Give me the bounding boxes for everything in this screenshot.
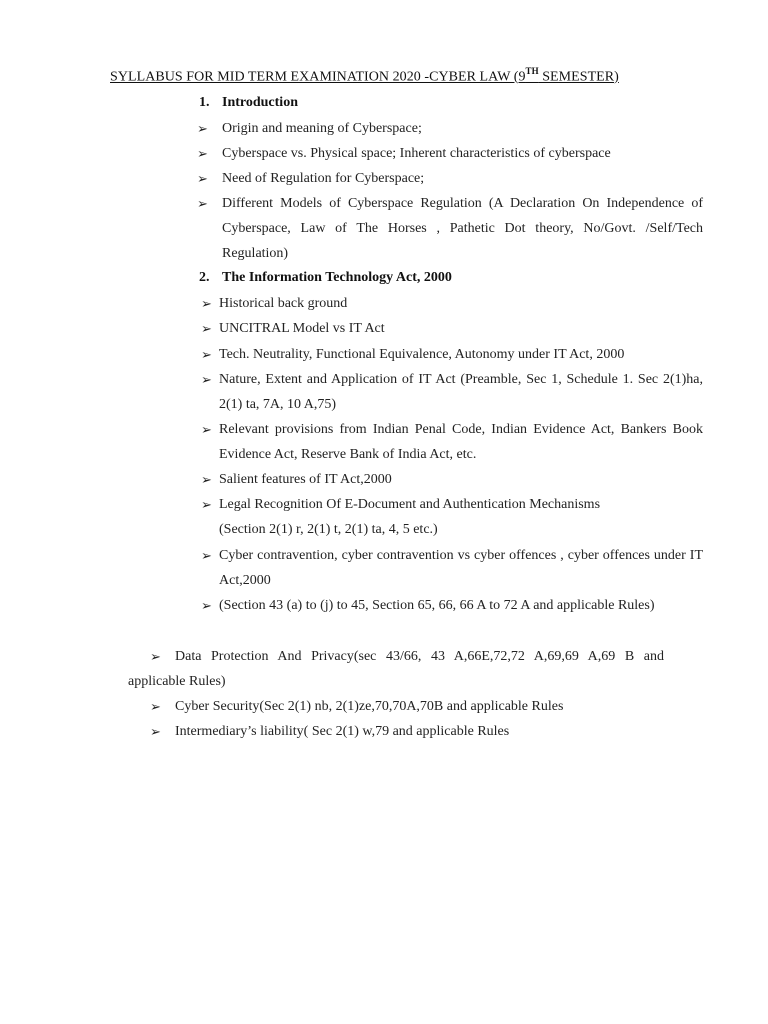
arrowhead-bullet-icon: ➢ (197, 121, 208, 136)
list-item-text: Cyberspace vs. Physical space; Inherent characteristics of cyberspace (222, 146, 611, 161)
arrowhead-bullet-icon: ➢ (197, 171, 208, 186)
arrowhead-bullet-icon: ➢ (201, 347, 212, 362)
arrowhead-bullet-icon: ➢ (201, 372, 212, 387)
list-item (128, 644, 664, 694)
list-item (201, 291, 703, 316)
arrowhead-bullet-icon: ➢ (150, 649, 161, 664)
list-item (128, 719, 664, 744)
arrowhead-bullet-icon: ➢ (150, 724, 161, 739)
list-item-text: Need of Regulation for Cyberspace; (222, 171, 425, 186)
section-2-number: 2. (199, 270, 210, 285)
list-item-text: Relevant provisions from Indian Penal Code, Indian Evidence Act, Bankers Book Evidence Act, Reserve Bank of India Act, etc. (219, 422, 703, 462)
list-item-text: Nature, Extent and Application of IT Act (Preamble, Sec 1, Schedule 1. Sec 2(1)ha, 2(1) ta, 7A, 10 A,75) (219, 372, 703, 412)
list-item (201, 467, 703, 492)
list-item-text: Cyber Security(Sec 2(1) nb, 2(1)ze,70,70A,70B and applicable Rules (175, 699, 564, 714)
list-item-text: Tech. Neutrality, Functional Equivalence, Autonomy under IT Act, 2000 (219, 347, 625, 362)
document-title (110, 67, 700, 86)
list-item-text: (Section 2(1) r, 2(1) t, 2(1) ta, 4, 5 etc.) (219, 522, 438, 537)
title-end: SEMESTER) (538, 69, 619, 85)
arrowhead-bullet-icon: ➢ (201, 548, 212, 563)
arrowhead-bullet-icon: ➢ (150, 699, 161, 714)
list-item (201, 492, 703, 517)
section-2-heading (199, 270, 452, 286)
section-1-title: Introduction (222, 95, 298, 110)
list-item (201, 316, 703, 341)
section-2-title: The Information Technology Act, 2000 (222, 270, 452, 285)
list-item (197, 166, 703, 191)
list-item-text: UNCITRAL Model vs IT Act (219, 321, 385, 336)
arrowhead-bullet-icon: ➢ (201, 472, 212, 487)
arrowhead-bullet-icon: ➢ (197, 196, 208, 211)
section-1-heading (199, 95, 298, 111)
list-item-text: Historical back ground (219, 296, 348, 311)
list-item-text: Different Models of Cyberspace Regulation (A Declaration On Independence of Cyberspace, Law of The Horses , Pathetic Dot theory, No/Govt. /Self/Tech Regulation) (222, 196, 703, 261)
list-item-text: Data Protection And Privacy(sec 43/66, 43 A,66E,72,72 A,69,69 A,69 B and applicable Rules) (128, 649, 664, 689)
list-item (128, 694, 664, 719)
arrowhead-bullet-icon: ➢ (197, 146, 208, 161)
title-superscript: TH (525, 66, 539, 76)
list-item-text: Legal Recognition Of E-Document and Authentication Mechanisms (219, 497, 601, 512)
list-item (201, 417, 703, 467)
list-item-continuation (201, 517, 703, 542)
list-item (197, 191, 703, 266)
list-item (201, 342, 703, 367)
list-item (197, 116, 703, 141)
list-item-text: (Section 43 (a) to (j) to 45, Section 65, 66, 66 A to 72 A and applicable Rules) (219, 598, 655, 613)
arrowhead-bullet-icon: ➢ (201, 598, 212, 613)
title-main: SYLLABUS FOR MID TERM EXAMINATION 2020 -CYBER LAW (9 (110, 69, 526, 85)
arrowhead-bullet-icon: ➢ (201, 296, 212, 311)
list-item-text: Salient features of IT Act,2000 (219, 472, 392, 487)
list-item (201, 593, 703, 618)
list-item-text: Cyber contravention, cyber contravention vs cyber offences , cyber offences under IT Act,2000 (219, 548, 703, 588)
list-item-text: Intermediary’s liability( Sec 2(1) w,79 and applicable Rules (175, 724, 510, 739)
list-item (201, 367, 703, 417)
section-1-number: 1. (199, 95, 210, 110)
list-item (197, 141, 703, 166)
list-item-text: Origin and meaning of Cyberspace; (222, 121, 422, 136)
list-item (201, 543, 703, 593)
arrowhead-bullet-icon: ➢ (201, 497, 212, 512)
arrowhead-bullet-icon: ➢ (201, 321, 212, 336)
arrowhead-bullet-icon: ➢ (201, 422, 212, 437)
